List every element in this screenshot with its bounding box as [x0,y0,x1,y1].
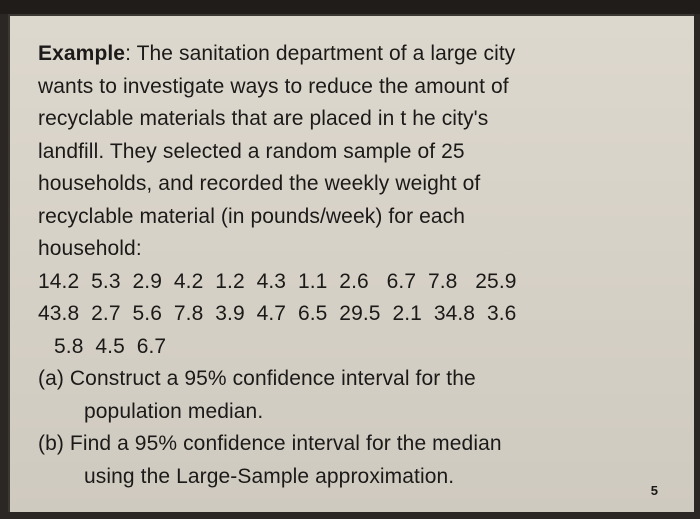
intro-line-2: wants to investigate ways to reduce the amount of [38,74,509,98]
question-b-line-1: (b) Find a 95% confidence interval for the median [38,432,502,455]
intro-line-5: households, and recorded the weekly weight of [38,172,481,195]
page-number: 5 [650,483,658,498]
question-b-line-2: using the Large-Sample approximation. [84,464,455,488]
intro-line-6: recyclable material (in pounds/week) for each [38,204,466,228]
example-label: Example [38,42,126,65]
intro-line-3: recyclable materials that are placed in t he city's [38,107,489,130]
intro-line-4: landfill. They selected a random sample of 25 [38,139,465,163]
problem-text [38,38,678,493]
intro-line-1: The sanitation department of a large city [131,42,516,65]
data-line-2: 43.8 2.7 5.6 7.8 3.9 4.7 6.5 29.5 2.1 34.8 3.6 [38,302,517,325]
data-line-1: 14.2 5.3 2.9 4.2 1.2 4.3 1.1 2.6 6.7 7.8 25.9 [38,269,517,293]
data-line-3: 5.8 4.5 6.7 [54,334,167,358]
example-colon: : [125,42,132,65]
document-page [8,14,694,512]
question-a-line-2: population median. [84,399,264,423]
question-a-line-1: (a) Construct a 95% confidence interval for the [38,367,476,390]
intro-line-7: household: [38,237,142,260]
background-edge [0,0,700,14]
heading-line [38,38,678,71]
